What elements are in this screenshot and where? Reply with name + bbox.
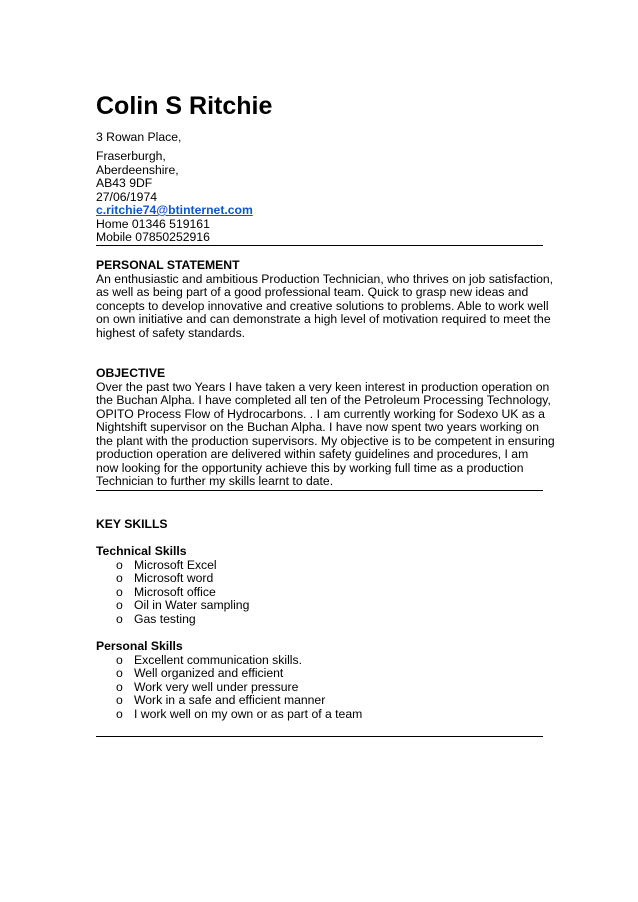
- list-item: [96, 708, 543, 722]
- skill-label: Work in a safe and efficient manner: [134, 693, 326, 707]
- personal-skills-section: [96, 640, 543, 721]
- skill-label: Gas testing: [134, 611, 196, 626]
- skill-label: Excellent communication skills.: [134, 652, 302, 667]
- address-line-3: Aberdeenshire,: [96, 162, 179, 177]
- skill-label: Well organized and efficient: [134, 666, 284, 680]
- list-item: [96, 559, 543, 573]
- personal-statement-section: [96, 258, 554, 340]
- personal-statement-heading: PERSONAL STATEMENT: [96, 258, 240, 272]
- bullet-icon: o: [116, 571, 123, 585]
- objective-text: [96, 379, 555, 489]
- divider: [96, 736, 543, 737]
- email-link[interactable]: c.ritchie74@btinternet.com: [96, 203, 253, 217]
- date-of-birth: 27/06/1974: [96, 189, 157, 204]
- list-item: [96, 586, 543, 600]
- personal-statement-text: [96, 271, 554, 341]
- personal-skills-heading: Personal Skills: [96, 639, 183, 653]
- list-item: [96, 667, 543, 681]
- objective-line: Over the past two Years I have taken a very keen interest in production operation on: [96, 379, 550, 394]
- contact-details: [96, 150, 253, 245]
- address-line-1: 3 Rowan Place,: [96, 130, 182, 144]
- bullet-icon: o: [116, 693, 123, 707]
- bullet-icon: o: [116, 666, 123, 680]
- objective-line: now looking for the opportunity achieve this by working full time as a production: [96, 460, 524, 475]
- objective-line: Technician to further my skills learnt to date.: [96, 474, 334, 488]
- key-skills-heading-block: [96, 518, 543, 532]
- postcode: AB43 9DF: [96, 176, 153, 190]
- objective-line: Nightshift supervisor on the Buchan Alpha. I have now spent two years working on: [96, 420, 540, 434]
- bullet-icon: o: [116, 584, 123, 599]
- divider: [96, 490, 543, 491]
- address-line-2: Fraserburgh,: [96, 149, 166, 163]
- objective-heading: OBJECTIVE: [96, 366, 166, 380]
- skill-label: Work very well under pressure: [134, 679, 299, 694]
- technical-skills-section: [96, 545, 543, 626]
- resume-name: Colin S Ritchie: [96, 92, 273, 120]
- objective-section: [96, 366, 555, 489]
- personal-statement-line: highest of safety standards.: [96, 325, 246, 340]
- bullet-icon: o: [116, 557, 123, 572]
- key-skills-heading: KEY SKILLS: [96, 517, 168, 531]
- bullet-icon: o: [116, 679, 123, 694]
- objective-line: the Buchan Alpha. I have completed all ten of the Petroleum Processing Technology,: [96, 393, 551, 407]
- objective-line: the plant with the production supervisors. My objective is to be competent in ensuring: [96, 433, 555, 448]
- list-item: [96, 694, 543, 708]
- bullet-icon: o: [116, 706, 123, 721]
- objective-line: production operation are delivered within safety guidelines and procedures, I am: [96, 447, 529, 461]
- personal-skills-list: [96, 654, 543, 722]
- bullet-icon: o: [116, 652, 123, 667]
- home-phone: Home 01346 519161: [96, 216, 210, 231]
- bullet-icon: o: [116, 611, 123, 626]
- personal-statement-line: An enthusiastic and ambitious Production Technician, who thrives on job satisfaction,: [96, 271, 554, 286]
- list-item: [96, 654, 543, 668]
- technical-skills-heading: Technical Skills: [96, 544, 187, 558]
- divider: [96, 245, 543, 246]
- technical-skills-list: [96, 559, 543, 627]
- skill-label: Microsoft Excel: [134, 557, 217, 572]
- bullet-icon: o: [116, 598, 123, 612]
- list-item: [96, 613, 543, 627]
- personal-statement-line: concepts to develop innovative and creative solutions to problems. Able to work well: [96, 298, 549, 313]
- skill-label: Oil in Water sampling: [134, 598, 250, 612]
- personal-statement-line: as well as being part of a good professional team. Quick to grasp new ideas and: [96, 285, 529, 299]
- mobile-phone: Mobile 07850252916: [96, 230, 210, 244]
- skill-label: Microsoft word: [134, 571, 214, 585]
- list-item: [96, 599, 543, 613]
- personal-statement-line: on own initiative and can demonstrate a high level of motivation required to meet the: [96, 312, 551, 326]
- list-item: [96, 681, 543, 695]
- skill-label: Microsoft office: [134, 584, 216, 599]
- list-item: [96, 572, 543, 586]
- objective-line: OPITO Process Flow of Hydrocarbons. . I am currently working for Sodexo UK as a: [96, 406, 545, 421]
- skill-label: I work well on my own or as part of a team: [134, 706, 363, 721]
